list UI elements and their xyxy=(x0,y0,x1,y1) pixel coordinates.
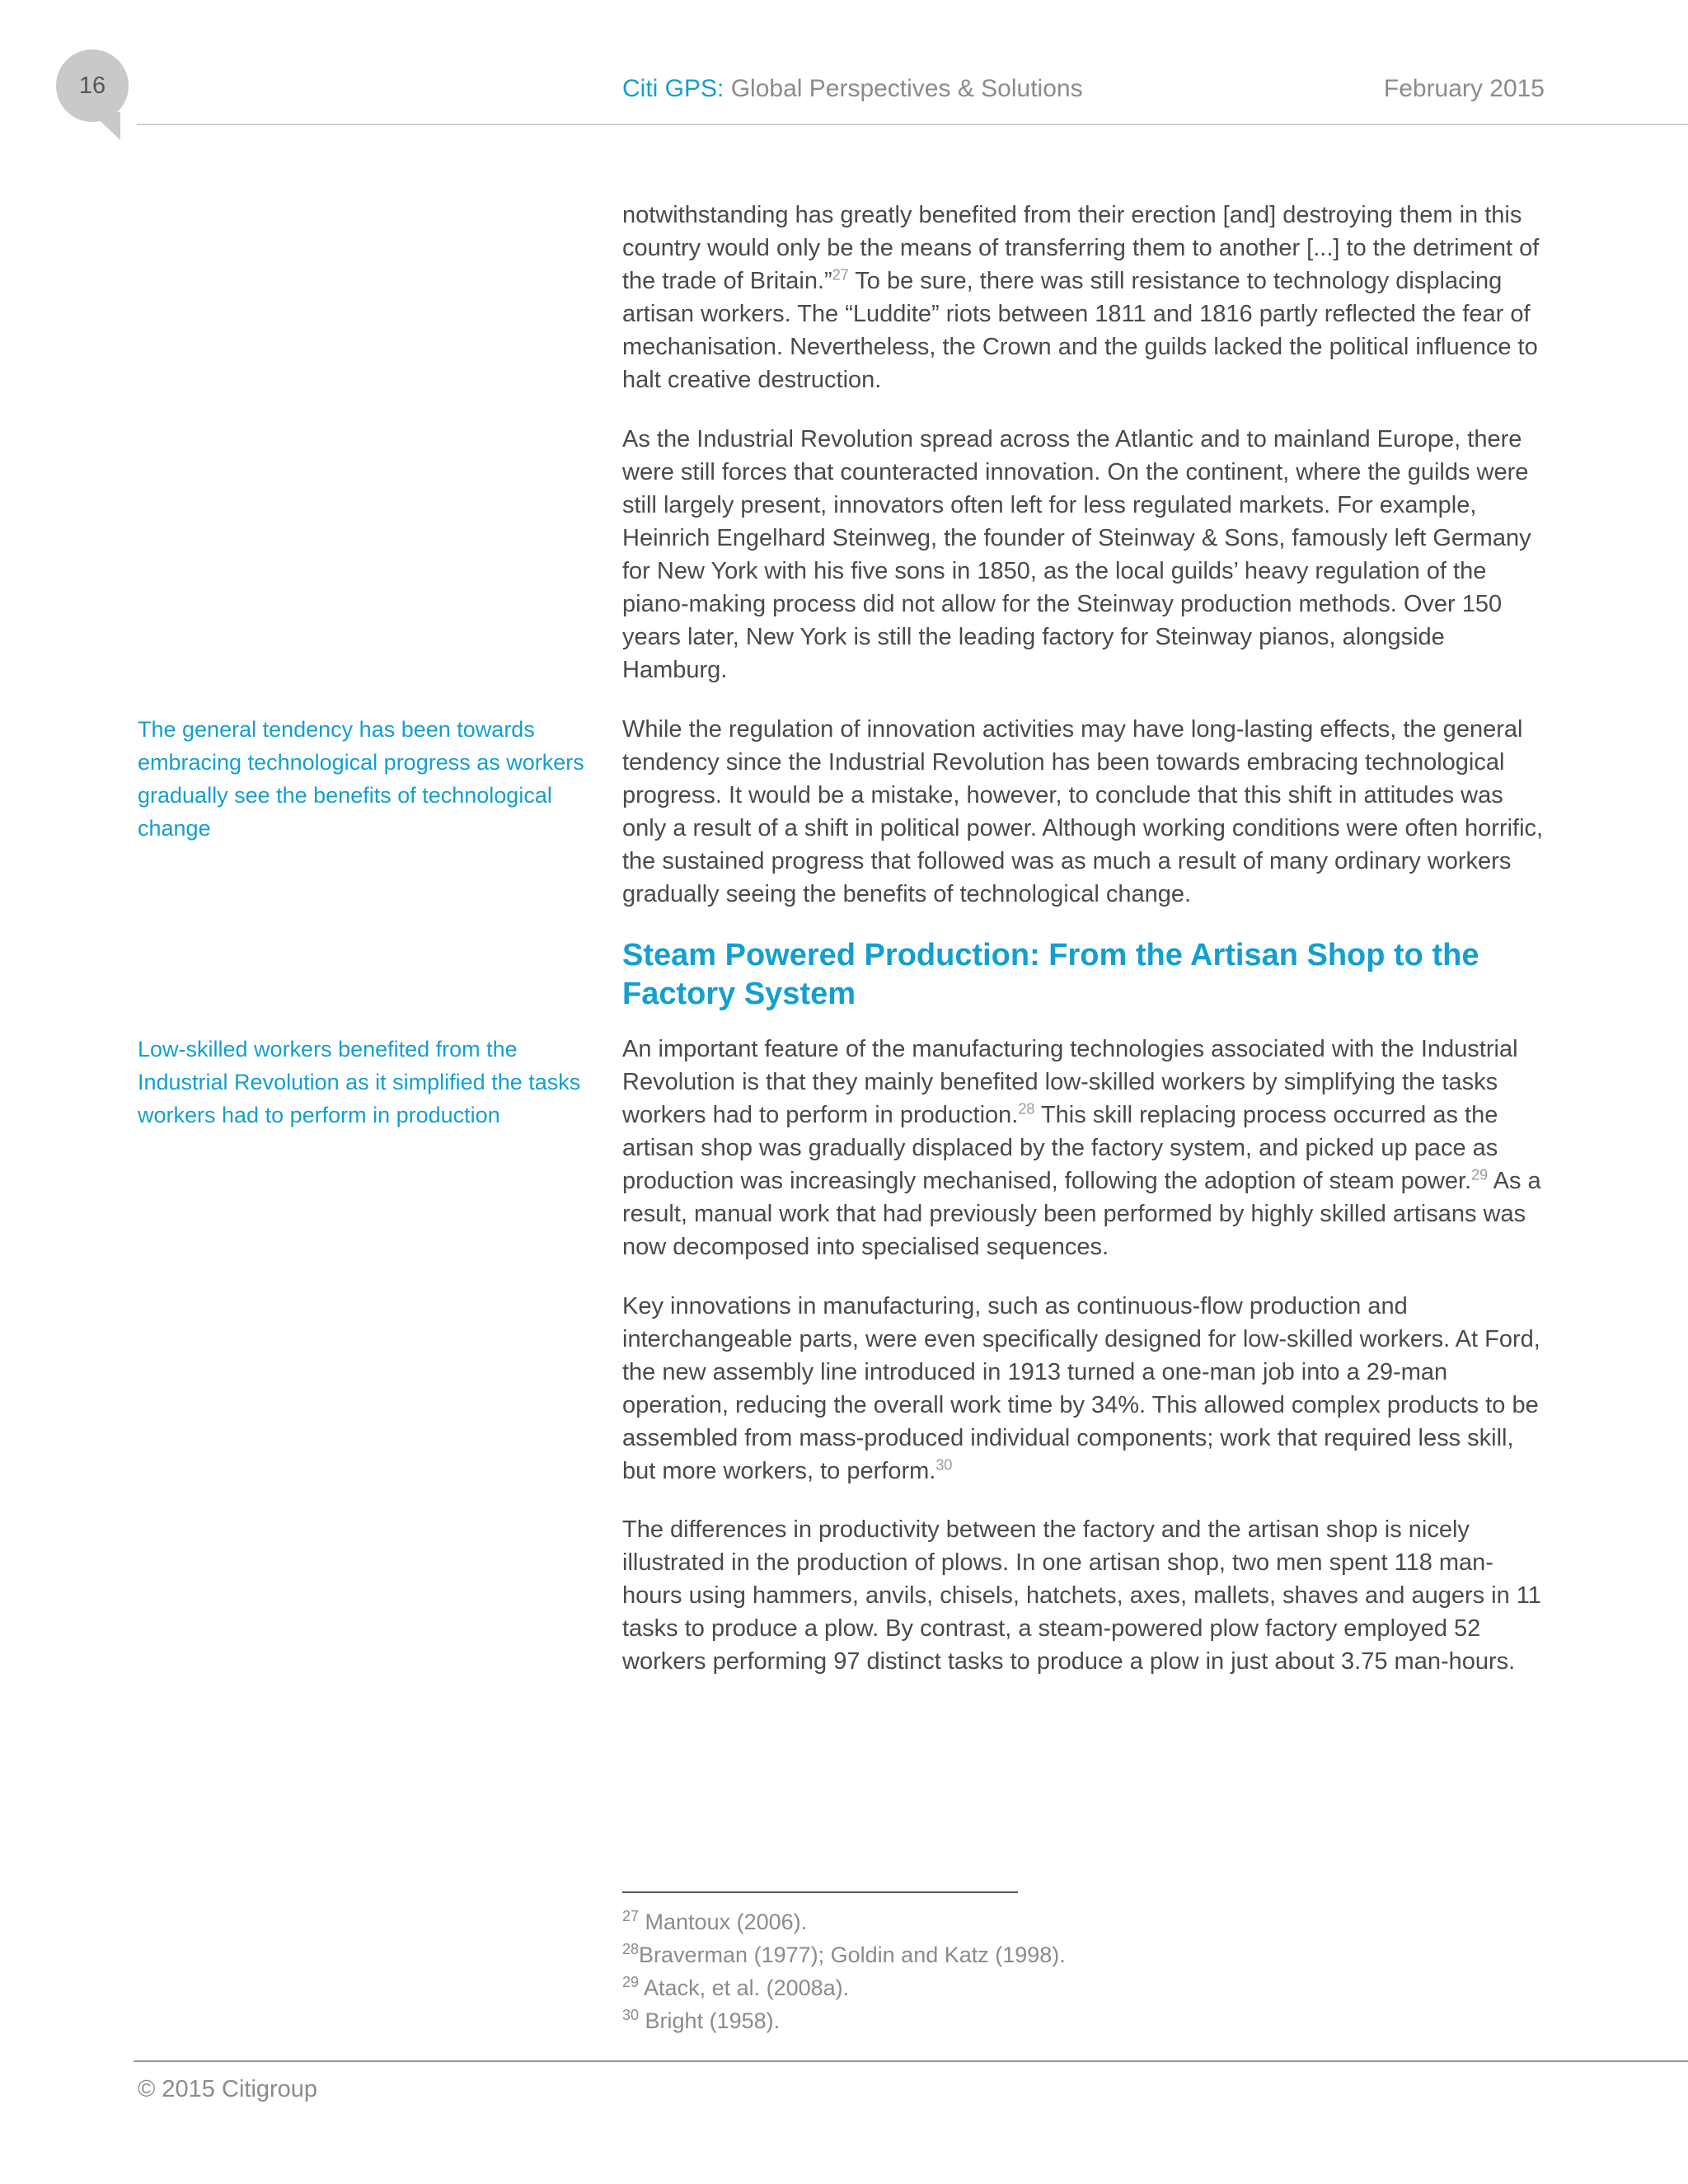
section-heading: Steam Powered Production: From the Artisan Shop to the Factory System xyxy=(622,938,1479,1011)
header-date: February 2015 xyxy=(1383,75,1545,102)
paragraph-6-text: The differences in productivity between the factory and the artisan shop is nicely illustrated in the production of plows. In one artisan shop, two men spent 118 man-hours using hammers, anvils, chisels, hatchets, axes, mallets, shaves and augers in 11 tasks to produce a plow. By contrast, a steam-powered plow factory employed 52 workers performing 97 distinct tasks to produce a plow in just about 3.75 man-hours. xyxy=(622,1516,1541,1675)
paragraph-4 xyxy=(622,1033,1550,1263)
page-badge-pointer xyxy=(91,112,120,140)
paragraph-1-text-b: To be sure, there was still resistance to technology displacing artisan workers. The “Luddite” riots between 1811 and 1816 partly reflected the fear of mechanisation. Nevertheless, the Crown and the guilds lacked the political influence to halt creative destruction. xyxy=(622,268,1538,393)
header-brand: Citi GPS: xyxy=(622,75,724,102)
footer-copyright: © 2015 Citigroup xyxy=(138,2076,318,2102)
footnote-text: Mantoux (2006). xyxy=(639,1910,808,1934)
footnote-ref-30[interactable]: 30 xyxy=(935,1456,953,1474)
paragraph-2-text: As the Industrial Revolution spread across the Atlantic and to mainland Europe, there were still forces that counteracted innovation. On the continent, where the guilds were still largely present, innovators often left for less regulated markets. For example, Heinrich Engelhard Steinweg, the founder of Steinway & Sons, famously left Germany for New York with his five sons in 1850, as the local guilds’ heavy regulation of the piano-making process did not allow for the Steinway production methods. Over 150 years later, New York is still the leading factory for Steinway pianos, alongside Hamburg. xyxy=(622,426,1531,683)
footnote-item xyxy=(622,1971,1550,2004)
sidenote-low-skilled-workers: Low-skilled workers benefited from the Industrial Revolution as it simplified the tasks workers had to perform in production xyxy=(138,1037,581,1127)
paragraph-1-text-a: notwithstanding has greatly benefited from their erection [and] destroying them in this country would only be the means of transferring them to another [...] to the detriment of the trade of Britain.” xyxy=(622,202,1540,294)
sidenote-technological-progress: The general tendency has been towards embracing technological progress as workers gradually see the benefits of technological change xyxy=(138,717,584,841)
paragraph-2 xyxy=(622,423,1550,687)
footnote-number: 29 xyxy=(622,1974,640,1990)
footer-divider xyxy=(134,2060,1688,2062)
paragraph-6 xyxy=(622,1513,1550,1678)
footnote-number: 27 xyxy=(622,1908,640,1924)
footnote-item xyxy=(622,1905,1550,1938)
footnote-text: Atack, et al. (2008a). xyxy=(639,1975,850,2000)
paragraph-1 xyxy=(622,199,1550,396)
paragraph-5-text: Key innovations in manufacturing, such as continuous-flow production and interchangeable parts, were even specifically designed for low-skilled workers. At Ford, the new assembly line introduced in 1913 turned a one-man job into a 29-man operation, reducing the overall work time by 34%. This allowed complex products to be assembled from mass-produced individual components; work that required less skill, but more workers, to perform. xyxy=(622,1293,1540,1484)
page-number: 16 xyxy=(78,72,106,99)
paragraph-4-text-a: An important feature of the manufacturing technologies associated with the Industrial Revolution is that they mainly benefited low-skilled workers by simplifying the tasks workers had to perform in production. xyxy=(622,1036,1518,1128)
footnote-text: Braverman (1977); Goldin and Katz (1998). xyxy=(639,1943,1066,1967)
footnote-divider xyxy=(622,1891,1018,1893)
paragraph-5 xyxy=(622,1290,1550,1488)
paragraph-4-text-b: This skill replacing process occurred as the artisan shop was gradually displaced by the factory system, and picked up pace as production was increasingly mechanised, following the adoption of steam power. xyxy=(622,1102,1498,1194)
header-subtitle: Global Perspectives & Solutions xyxy=(730,75,1083,102)
footnote-text: Bright (1958). xyxy=(639,2008,781,2033)
paragraph-3 xyxy=(622,713,1550,911)
header-divider xyxy=(137,124,1688,125)
footnote-number: 28 xyxy=(622,1941,640,1957)
footnote-ref-29[interactable]: 29 xyxy=(1471,1166,1489,1183)
footnote-item xyxy=(622,1938,1550,1971)
page-number-badge xyxy=(56,49,129,122)
footnote-number: 30 xyxy=(622,2007,640,2023)
paragraph-4-text-c: As a result, manual work that had previously been performed by highly skilled artisans was now decomposed into specialised sequences. xyxy=(622,1168,1541,1260)
footnote-item xyxy=(622,2004,1550,2037)
header-title xyxy=(622,74,1083,104)
footnote-ref-27[interactable]: 27 xyxy=(832,266,849,284)
paragraph-3-text: While the regulation of innovation activities may have long-lasting effects, the general tendency since the Industrial Revolution has been towards embracing technological progress. It would be a mistake, however, to conclude that this shift in attitudes was only a result of a shift in political power. Although working conditions were often horrific, the sustained progress that followed was as much a result of many ordinary workers gradually seeing the benefits of technological change. xyxy=(622,716,1544,907)
footnote-list xyxy=(622,1905,1550,2037)
footnote-ref-28[interactable]: 28 xyxy=(1018,1100,1035,1118)
